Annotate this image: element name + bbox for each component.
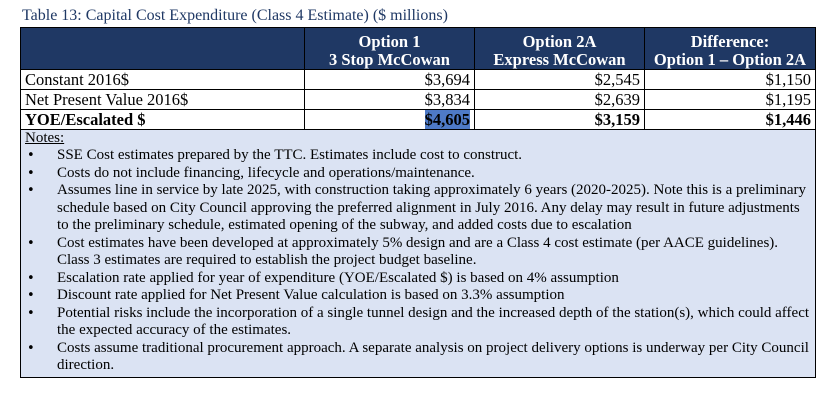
note-item: • Assumes line in service by late 2025, with construction taking approximately 6 years (2020-2025). Note this is a preliminary schedule based on City Council approving the preferred alignment in July 2016. Any delay may result in future adjustments to the preliminary schedule, estimated opening of the subway, and added costs due to escalation [25, 182, 811, 235]
cell-difference: $1,195 [645, 90, 816, 110]
note-item: • Cost estimates have been developed at approximately 5% design and are a Class 4 cost estimate (per AACE guidelines). Class 3 estimates are required to establish the project budget baseline. [25, 235, 811, 270]
header-row [21, 28, 816, 70]
note-item: • Escalation rate applied for year of expenditure (YOE/Escalated $) is based on 4% assumption [25, 270, 811, 288]
notes-cell [21, 130, 816, 378]
table-row [21, 70, 816, 90]
capital-cost-table [20, 27, 816, 378]
header-option-1: Option 1 3 Stop McCowan [305, 28, 475, 70]
header-empty [21, 28, 305, 70]
cell-difference: $1,446 [645, 110, 816, 130]
selected-value-highlight[interactable]: $4,605 [424, 109, 470, 129]
row-label: Net Present Value 2016$ [21, 90, 305, 110]
header-option-2a: Option 2A Express McCowan [475, 28, 645, 70]
header-difference: Difference: Option 1 – Option 2A [645, 28, 816, 70]
cell-option-2a: $3,159 [475, 110, 645, 130]
note-item: • Costs do not include financing, lifecycle and operations/maintenance. [25, 165, 811, 183]
cell-option-2a: $2,639 [475, 90, 645, 110]
note-item: • Discount rate applied for Net Present Value calculation is based on 3.3% assumption [25, 287, 811, 305]
notes-row [21, 130, 816, 378]
table-row [21, 90, 816, 110]
table-caption: Table 13: Capital Cost Expenditure (Class 4 Estimate) ($ millions) [22, 7, 448, 24]
table-row-total [21, 110, 816, 130]
cell-difference: $1,150 [645, 70, 816, 90]
cell-option-1: $3,694 [305, 70, 475, 90]
note-item: • SSE Cost estimates prepared by the TTC. Estimates include cost to construct. [25, 147, 811, 165]
notes-title: Notes: [25, 130, 65, 146]
notes-list [25, 147, 811, 375]
cell-option-2a: $2,545 [475, 70, 645, 90]
cell-option-1 [305, 110, 475, 130]
row-label: YOE/Escalated $ [21, 110, 305, 130]
note-item: • Costs assume traditional procurement approach. A separate analysis on project delivery options is underway per City Council direction. [25, 340, 811, 375]
note-item: • Potential risks include the incorporation of a single tunnel design and the increased depth of the station(s), which could affect the expected accuracy of the estimates. [25, 305, 811, 340]
row-label: Constant 2016$ [21, 70, 305, 90]
cell-option-1: $3,834 [305, 90, 475, 110]
